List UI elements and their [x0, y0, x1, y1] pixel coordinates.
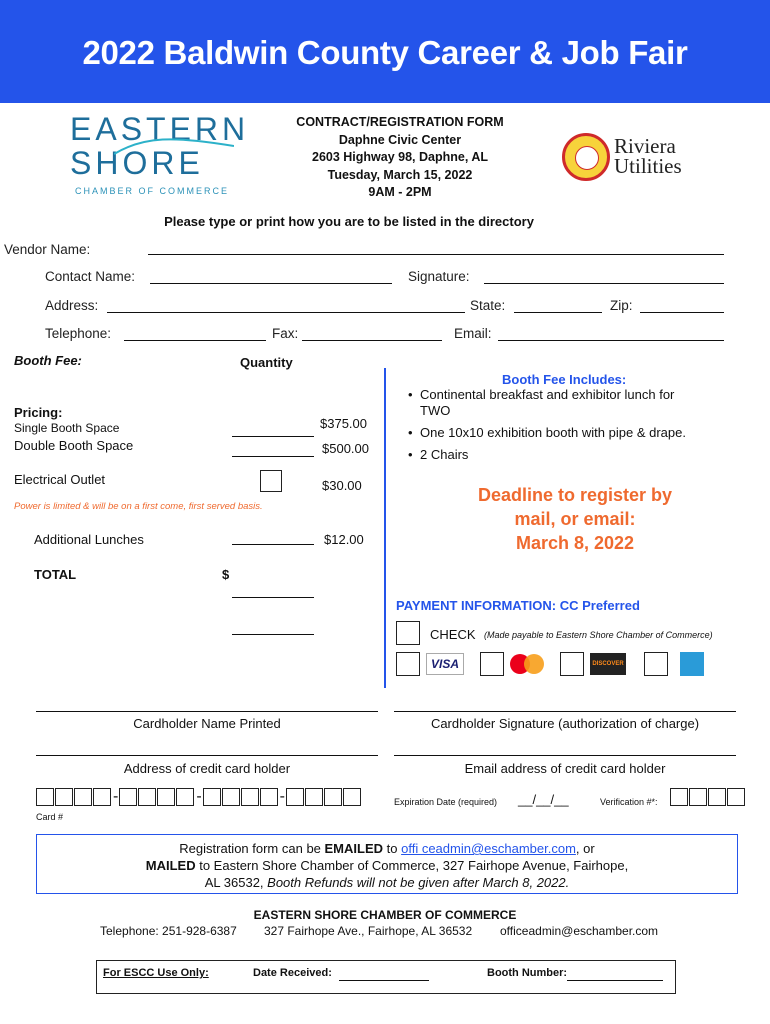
- date-received-field[interactable]: [339, 980, 429, 981]
- total-currency: $: [222, 567, 230, 582]
- lunches-label: Additional Lunches: [34, 532, 144, 547]
- double-booth-quantity[interactable]: [232, 456, 314, 457]
- visa-checkbox[interactable]: [396, 652, 420, 676]
- footer-org: EASTERN SHORE CHAMBER OF COMMERCE: [253, 908, 517, 922]
- check-label: CHECK: [430, 627, 476, 642]
- payment-title: PAYMENT INFORMATION: CC Preferred: [396, 598, 640, 613]
- office-use-label: For ESCC Use Only:: [103, 967, 209, 979]
- date-received-label: Date Received:: [253, 967, 332, 979]
- includes-list: [406, 387, 706, 469]
- electrical-price: $30.00: [322, 478, 362, 493]
- email-field[interactable]: [498, 340, 724, 341]
- submit-mailed: MAILED: [145, 858, 196, 873]
- wave-icon: [114, 138, 234, 160]
- single-booth-quantity[interactable]: [232, 436, 314, 437]
- deadline-line-2: mail, or email:: [514, 509, 636, 529]
- deadline-line-3: March 8, 2022: [515, 533, 635, 553]
- submit-prefix: Registration form can be: [179, 841, 325, 856]
- address-field[interactable]: [107, 312, 465, 313]
- booth-number-field[interactable]: [567, 980, 663, 981]
- cardholder-signature-field[interactable]: [394, 711, 736, 712]
- lunches-price: $12.00: [324, 532, 364, 547]
- deadline-line-1: Deadline to register by: [477, 485, 673, 505]
- fax-field[interactable]: [302, 340, 442, 341]
- discover-checkbox[interactable]: [560, 652, 584, 676]
- mastercard-icon: [508, 652, 548, 676]
- address-label: Address:: [45, 298, 99, 313]
- includes-title: Booth Fee Includes:: [502, 372, 627, 387]
- event-venue: Daphne Civic Center: [338, 132, 462, 147]
- submission-info: [36, 834, 738, 894]
- vendor-name-label: Vendor Name:: [4, 242, 91, 257]
- verification-input[interactable]: [670, 788, 746, 806]
- footer-email: officeadmin@eschamber.com: [500, 924, 659, 938]
- cardholder-address-label: Address of credit card holder: [123, 761, 291, 776]
- email-link[interactable]: offi ceadmin@eschamber.com: [401, 841, 576, 856]
- expiration-label: Expiration Date (required): [394, 797, 498, 807]
- logo-line-3: CHAMBER OF COMMERCE: [75, 186, 230, 196]
- event-address: 2603 Highway 98, Daphne, AL: [312, 150, 488, 164]
- card-number-input[interactable]: - - -: [36, 788, 362, 806]
- eastern-shore-logo: [70, 111, 250, 202]
- includes-item: • 2 Chairs: [406, 447, 706, 463]
- visa-icon: VISA: [426, 653, 464, 675]
- booth-number-label: Booth Number:: [487, 967, 568, 979]
- contact-name-field[interactable]: [150, 283, 392, 284]
- telephone-label: Telephone:: [45, 326, 112, 341]
- cardholder-signature-label: Cardholder Signature (authorization of charge): [430, 716, 700, 731]
- submit-emailed: EMAILED: [324, 841, 384, 856]
- email-label: Email:: [454, 326, 492, 341]
- submit-mail-text: to Eastern Shore Chamber of Commerce, 327 Fairhope Avenue, Fairhope,: [195, 858, 629, 873]
- verification-label: Verification #*:: [600, 797, 658, 807]
- single-booth-label: Single Booth Space: [14, 421, 120, 435]
- power-note: Power is limited & will be on a first come, first served basis.: [14, 501, 263, 512]
- submit-to: to: [383, 841, 402, 856]
- discover-icon: DISCOVER: [590, 653, 626, 675]
- event-date: Tuesday, March 15, 2022: [327, 167, 473, 182]
- card-number-label: Card #: [36, 812, 64, 822]
- total-field-2[interactable]: [232, 634, 314, 635]
- contact-name-label: Contact Name:: [45, 269, 136, 284]
- electrical-checkbox[interactable]: [260, 470, 282, 492]
- submit-line-3: AL 36532,: [204, 875, 268, 890]
- expiration-field[interactable]: __/__/__: [518, 792, 569, 807]
- total-label: TOTAL: [34, 567, 77, 582]
- includes-item: • Continental breakfast and exhibitor lunch for TWO: [406, 387, 706, 419]
- mastercard-checkbox[interactable]: [480, 652, 504, 676]
- double-booth-price: $500.00: [322, 441, 369, 456]
- total-field[interactable]: [232, 597, 314, 598]
- electrical-label: Electrical Outlet: [14, 472, 106, 487]
- double-booth-label: Double Booth Space: [14, 438, 134, 453]
- zip-field[interactable]: [640, 312, 724, 313]
- lunches-quantity[interactable]: [232, 544, 314, 545]
- pricing-label: Pricing:: [14, 405, 63, 420]
- riviera-logo-text: Riviera Utilities: [614, 134, 682, 178]
- logo-line-1: EASTERN: [70, 111, 250, 147]
- cardholder-name-field[interactable]: [36, 711, 378, 712]
- footer-address: 327 Fairhope Ave., Fairhope, AL 36532: [264, 924, 473, 938]
- vendor-name-field[interactable]: [148, 254, 724, 255]
- logo-line-2: SHORE: [70, 145, 204, 181]
- cardholder-name-label: Cardholder Name Printed: [133, 716, 281, 731]
- telephone-field[interactable]: [124, 340, 266, 341]
- includes-item: • One 10x10 exhibition booth with pipe & drape.: [406, 425, 706, 441]
- state-label: State:: [470, 298, 506, 313]
- column-divider: [384, 368, 386, 688]
- form-title: CONTRACT/REGISTRATION FORM: [296, 115, 504, 129]
- amex-icon: [680, 652, 704, 676]
- quantity-label: Quantity: [240, 355, 293, 370]
- amex-checkbox[interactable]: [644, 652, 668, 676]
- page-title: 2022 Baldwin County Career & Job Fair: [82, 34, 688, 71]
- check-checkbox[interactable]: [396, 621, 420, 645]
- zip-label: Zip:: [610, 298, 633, 313]
- booth-fee-label: Booth Fee:: [14, 353, 82, 368]
- single-booth-price: $375.00: [320, 416, 367, 431]
- submit-or: , or: [575, 841, 595, 856]
- signature-label: Signature:: [408, 269, 470, 284]
- cardholder-email-field[interactable]: [394, 755, 736, 756]
- riviera-seal-icon: [562, 133, 610, 181]
- cardholder-email-label: Email address of credit card holder: [464, 761, 666, 776]
- check-note: (Made payable to Eastern Shore Chamber of Commerce): [484, 630, 713, 640]
- deadline-notice: [440, 483, 710, 555]
- cardholder-address-field[interactable]: [36, 755, 378, 756]
- directory-instructions: Please type or print how you are to be listed in the directory: [164, 214, 534, 229]
- state-field[interactable]: [514, 312, 602, 313]
- signature-field[interactable]: [484, 283, 724, 284]
- refund-note: Booth Refunds will not be given after March 8, 2022.: [267, 875, 570, 890]
- office-use-box: [96, 960, 676, 994]
- fax-label: Fax:: [272, 326, 299, 341]
- event-time: 9AM - 2PM: [368, 185, 432, 199]
- footer-telephone: Telephone: 251-928-6387: [100, 924, 237, 938]
- event-info: [250, 114, 550, 202]
